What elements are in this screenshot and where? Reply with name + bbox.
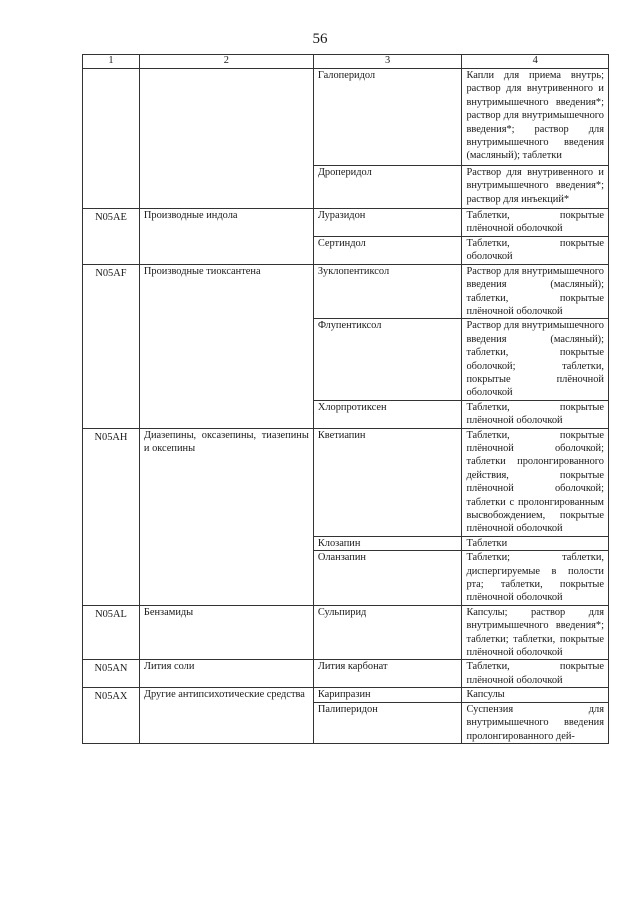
drug-name-cell: Сертиндол <box>313 236 462 264</box>
dosage-form-cell: Таблетки, покрытые плёночной оболочкой <box>462 400 609 428</box>
drug-table <box>82 54 609 744</box>
table-row <box>83 69 609 166</box>
drug-name-cell: Флупентиксол <box>313 319 462 400</box>
group-name-cell: Другие антипсихотические средства <box>139 688 313 744</box>
table-row <box>83 264 609 319</box>
atc-code-cell: N05AN <box>83 660 140 688</box>
atc-code-cell <box>83 69 140 209</box>
atc-code-cell: N05AL <box>83 605 140 660</box>
table-row <box>83 660 609 688</box>
column-number: 4 <box>462 55 609 69</box>
drug-name-cell: Луразидон <box>313 209 462 237</box>
dosage-form-cell: Таблетки <box>462 536 609 550</box>
dosage-form-cell: Раствор для внутримышечного введения (масляный); таблетки, покрытые плёночной оболочкой <box>462 264 609 319</box>
drug-name-cell: Оланзапин <box>313 551 462 606</box>
table-row <box>83 428 609 536</box>
group-name-cell: Производные индола <box>139 209 313 265</box>
dosage-form-cell: Таблетки, покрытые плёночной оболочкой; таблетки пролонгированного действия, покрытые плёночной оболочкой; таблетки с пролонгированным высвобождением, покрытые плёночной оболочкой <box>462 428 609 536</box>
column-number: 2 <box>139 55 313 69</box>
drug-name-cell: Зуклопентиксол <box>313 264 462 319</box>
dosage-form-cell: Капли для приема внутрь; раствор для внутривенного и внутримышечного введения*; раствор для внутримышечного введения*; раствор для внутримышечного введения (масляный); таблетки <box>462 69 609 166</box>
drug-name-cell: Хлорпротиксен <box>313 400 462 428</box>
group-name-cell: Диазепины, оксазепины, тиазепины и оксепины <box>139 428 313 605</box>
drug-name-cell: Дроперидол <box>313 165 462 208</box>
atc-code-cell: N05AF <box>83 264 140 428</box>
group-name-cell <box>139 69 313 209</box>
group-name-cell: Производные тиоксантена <box>139 264 313 428</box>
atc-code-cell: N05AX <box>83 688 140 744</box>
dosage-form-cell: Таблетки, покрытые плёночной оболочкой <box>462 209 609 237</box>
drug-name-cell: Сульпирид <box>313 605 462 660</box>
dosage-form-cell: Суспензия для внутримышечного введения пролонгированного дей- <box>462 702 609 743</box>
table-header <box>83 55 609 69</box>
column-number-row <box>83 55 609 69</box>
drug-name-cell: Кветиапин <box>313 428 462 536</box>
atc-code-cell: N05AE <box>83 209 140 265</box>
dosage-form-cell: Раствор для внутримышечного введения (масляный); таблетки, покрытые оболочкой; таблетки, покрытые плёночной оболочкой <box>462 319 609 400</box>
dosage-form-cell: Капсулы; раствор для внутримышечного введения*; таблетки; таблетки, покрытые плёночной оболочкой <box>462 605 609 660</box>
column-number: 3 <box>313 55 462 69</box>
group-name-cell: Лития соли <box>139 660 313 688</box>
drug-name-cell: Палиперидон <box>313 702 462 743</box>
table-row <box>83 605 609 660</box>
drug-name-cell: Клозапин <box>313 536 462 550</box>
table-row <box>83 688 609 702</box>
dosage-form-cell: Таблетки; таблетки, диспергируемые в полости рта; таблетки, покрытые плёночной оболочкой <box>462 551 609 606</box>
page-number: 56 <box>312 31 328 47</box>
drug-name-cell: Карипразин <box>313 688 462 702</box>
drug-name-cell: Лития карбонат <box>313 660 462 688</box>
dosage-form-cell: Капсулы <box>462 688 609 702</box>
column-number: 1 <box>83 55 140 69</box>
atc-code-cell: N05AH <box>83 428 140 605</box>
table-row <box>83 209 609 237</box>
dosage-form-cell: Таблетки, покрытые оболочкой <box>462 236 609 264</box>
drug-name-cell: Галоперидол <box>313 69 462 166</box>
group-name-cell: Бензамиды <box>139 605 313 660</box>
dosage-form-cell: Раствор для внутривенного и внутримышечного введения*; раствор для инъекций* <box>462 165 609 208</box>
dosage-form-cell: Таблетки, покрытые плёночной оболочкой <box>462 660 609 688</box>
